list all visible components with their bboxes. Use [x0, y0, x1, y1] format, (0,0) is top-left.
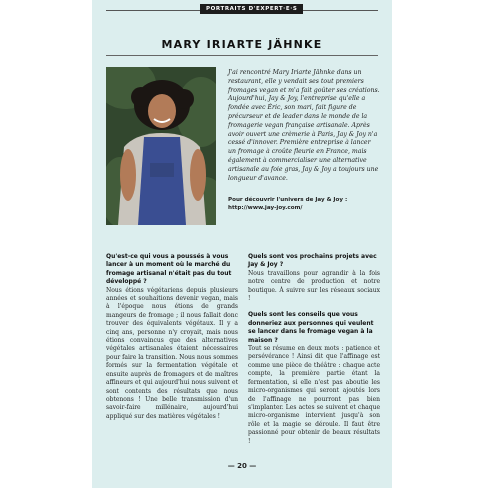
right-column [248, 253, 380, 454]
answer-2: Nous travaillons pour agrandir à la fois notre centre de production et notre boutique. À suivre sur les réseaux sociaux ! [248, 269, 380, 303]
title-divider [106, 55, 378, 56]
section-tag: PORTRAITS D'EXPERT·E·S [200, 4, 303, 14]
page-number: — 20 — [227, 462, 257, 470]
left-column [106, 253, 238, 429]
intro-paragraph: J'ai rencontré Mary Iriarte Jähnke dans un restaurant, elle y vendait ses tout premiers fromages vegan et m'a fait goûter ses créations. Aujourd'hui, Jay & Joy, l'entreprise qu'elle a fondée avec Éric, son mari, fait figure de précurseur et de leader dans le monde de la fromagerie vegan française artisanale. Après avoir ouvert une crèmerie à Paris, Jay & Joy n'a cessé d'innover. Première entreprise à lancer un fromage à croûte fleurie en France, mais également à commercialiser une alternative artisanale au foie gras, Jay & Joy a toujours une longueur d'avance. [228, 69, 380, 182]
portrait-figure [106, 67, 216, 225]
question-2: Quels sont vos prochains projets avec Jay & Joy ? [248, 253, 377, 269]
discover-label: Pour découvrir l'univers de Jay & Joy : [228, 197, 348, 203]
discover-block [228, 196, 380, 212]
answer-3: Tout se résume en deux mots : patience et persévérance ! Ainsi dit que l'affinage est comme une pièce de théâtre : chaque acte compte, la première partie étant la fermentation, si elle n'est pas aboutie les micro-organismes qui seront ajoutés lors de l'affinage ne pourront pas bien s'implanter. Les actes se suivent et chaque micro-organisme intervient jusqu'à son rôle et la magie se déroule. Il faut être passionné pour obtenir de beaux résultats ! [248, 345, 380, 445]
answer-1: Nous étions végétariens depuis plusieurs années et souhaitions devenir vegan, mais à l'époque nous étions de grands mangeurs de fromage ; il nous fallait donc trouver des équivalents végétaux. Il y a cinq ans, personne n'y croyait, mais nous étions convaincus que des alternatives végétales artisanales étaient nécessaires pour faire la transition. Nous nous sommes formés sur la fermentation végétale et ensuite auprès de fromagers et de maîtres affineurs et qui aujourd'hui nous suivent et sont contents des résultats que nous obtenons ! Une belle transmission d'un savoir-faire millénaire, aujourd'hui appliqué sur des matières végétales ! [106, 286, 238, 420]
discover-url[interactable]: http://www.jay-joy.com/ [228, 205, 303, 211]
question-3: Quels sont les conseils que vous donneriez aux personnes qui veulent se lancer dans le fromage vegan à la maison ? [248, 311, 374, 344]
page-title: MARY IRIARTE JÄHNKE [161, 38, 323, 51]
question-1: Qu'est-ce qui vous a poussés à vous lancer à un moment où le marché du fromage artisanal n'était pas du tout développé ? [106, 253, 232, 286]
book-page [92, 0, 392, 488]
portrait-photo [106, 67, 216, 225]
